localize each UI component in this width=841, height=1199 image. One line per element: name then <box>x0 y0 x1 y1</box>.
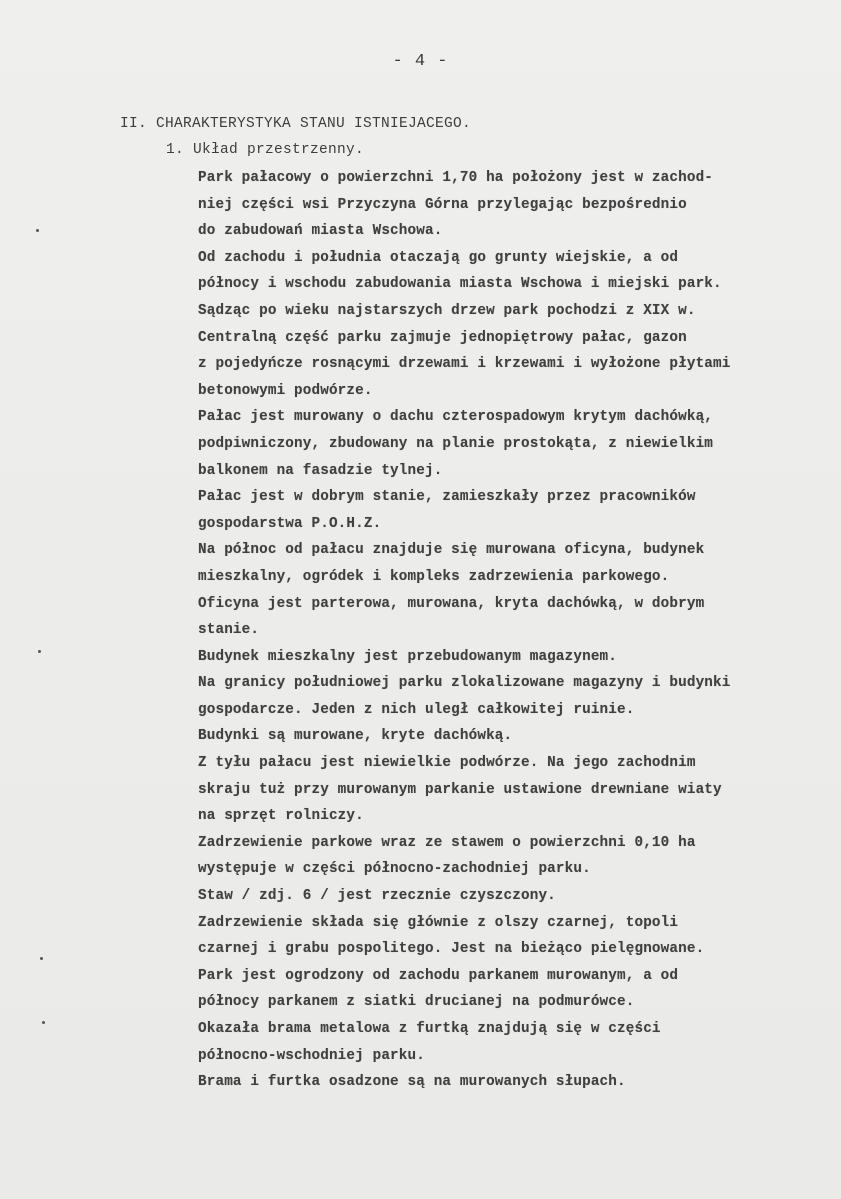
text-line: do zabudowań miasta Wschowa. <box>198 223 443 240</box>
text-line: niej części wsi Przyczyna Górna przylegając bezpośrednio <box>198 196 687 213</box>
text-line: Park pałacowy o powierzchni 1,70 ha położony jest w zachod- <box>198 170 714 186</box>
text-line: z pojedyńcze rosnącymi drzewami i krzewami i wyłożone płytami <box>198 356 731 373</box>
text-line: Budynek mieszkalny jest przebudowanym magazynem. <box>198 648 618 665</box>
text-line: Zadrzewienie składa się głównie z olszy czarnej, topoli <box>198 914 679 931</box>
text-line: stanie. <box>198 622 260 639</box>
text-line: Centralną część parku zajmuje jednopiętrowy pałac, gazon <box>198 329 687 346</box>
text-line: Od zachodu i południa otaczają go grunty wiejskie, a od <box>198 249 679 266</box>
text-line: gospodarstwa P.O.H.Z. <box>198 515 382 532</box>
text-line: Na północ od pałacu znajduje się murowana oficyna, budynek <box>198 542 705 559</box>
text-line: Pałac jest w dobrym stanie, zamieszkały przez pracowników <box>198 489 696 506</box>
text-line: betonowymi podwórze. <box>198 382 373 399</box>
body-text <box>198 165 818 1096</box>
text-line: Sądząc po wieku najstarszych drzew park pochodzi z XIX w. <box>198 302 696 319</box>
text-line: skraju tuż przy murowanym parkanie ustawione drewniane wiaty <box>198 781 722 798</box>
page-number: - 4 - <box>392 52 449 71</box>
text-line: na sprzęt rolniczy. <box>198 808 364 825</box>
text-line: północy parkanem z siatki drucianej na podmurówce. <box>198 994 635 1011</box>
text-line: występuje w części północno-zachodniej parku. <box>198 861 591 878</box>
text-line: Budynki są murowane, kryte dachówką. <box>198 728 513 745</box>
margin-speck <box>38 650 41 653</box>
margin-speck <box>42 1021 45 1024</box>
margin-speck <box>36 229 39 232</box>
text-line: Z tyłu pałacu jest niewielkie podwórze. Na jego zachodnim <box>198 755 696 772</box>
text-line: Brama i furtka osadzone są na murowanych słupach. <box>198 1074 626 1091</box>
text-line: czarnej i grabu pospolitego. Jest na bieżąco pielęgnowane. <box>198 941 705 958</box>
text-line: Okazała brama metalowa z furtką znajdują się w części <box>198 1021 661 1037</box>
text-line: Park jest ogrodzony od zachodu parkanem murowanym, a od <box>198 967 679 984</box>
text-line: Staw / zdj. 6 / jest rzecznie czyszczony. <box>198 888 556 905</box>
text-line: gospodarcze. Jeden z nich uległ całkowitej ruinie. <box>198 701 635 718</box>
text-line: Oficyna jest parterowa, murowana, kryta dachówką, w dobrym <box>198 595 705 612</box>
text-line: północno-wschodniej parku. <box>198 1047 425 1064</box>
text-line: balkonem na fasadzie tylnej. <box>198 462 443 479</box>
text-line: mieszkalny, ogródek i kompleks zadrzewienia parkowego. <box>198 568 670 585</box>
section-heading: II. CHARAKTERYSTYKA STANU ISTNIEJACEGO. <box>120 116 472 132</box>
text-line: północy i wschodu zabudowania miasta Wschowa i miejski park. <box>198 276 722 293</box>
text-line: Na granicy południowej parku zlokalizowane magazyny i budynki <box>198 675 731 692</box>
text-line: Pałac jest murowany o dachu czterospadowym krytym dachówką, <box>198 409 714 426</box>
margin-speck <box>40 957 43 960</box>
text-line: Zadrzewienie parkowe wraz ze stawem o powierzchni 0,10 ha <box>198 834 696 851</box>
text-line: podpiwniczony, zbudowany na planie prostokąta, z niewielkim <box>198 435 714 452</box>
subsection-heading: 1. Układ przestrzenny. <box>166 142 365 158</box>
